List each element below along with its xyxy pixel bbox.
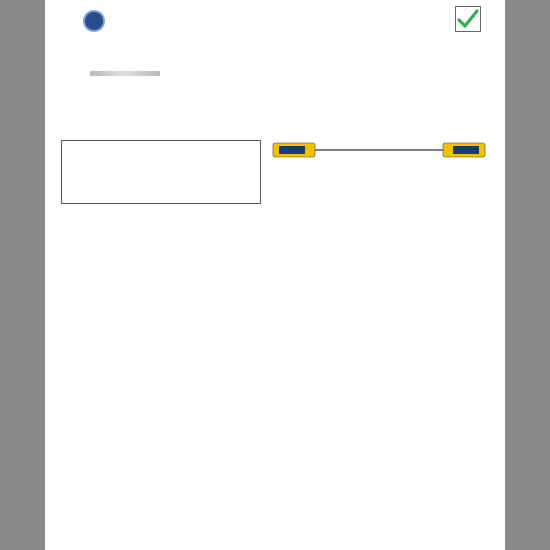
report-header xyxy=(87,40,477,99)
logo-badge xyxy=(83,10,105,32)
linkware-logo xyxy=(83,10,233,36)
redacted-operator xyxy=(90,71,160,76)
cable-graphic xyxy=(271,140,487,160)
report-page xyxy=(45,0,505,550)
summary-box xyxy=(61,140,261,204)
wiremap xyxy=(275,162,343,228)
pass-check-icon xyxy=(455,6,481,32)
